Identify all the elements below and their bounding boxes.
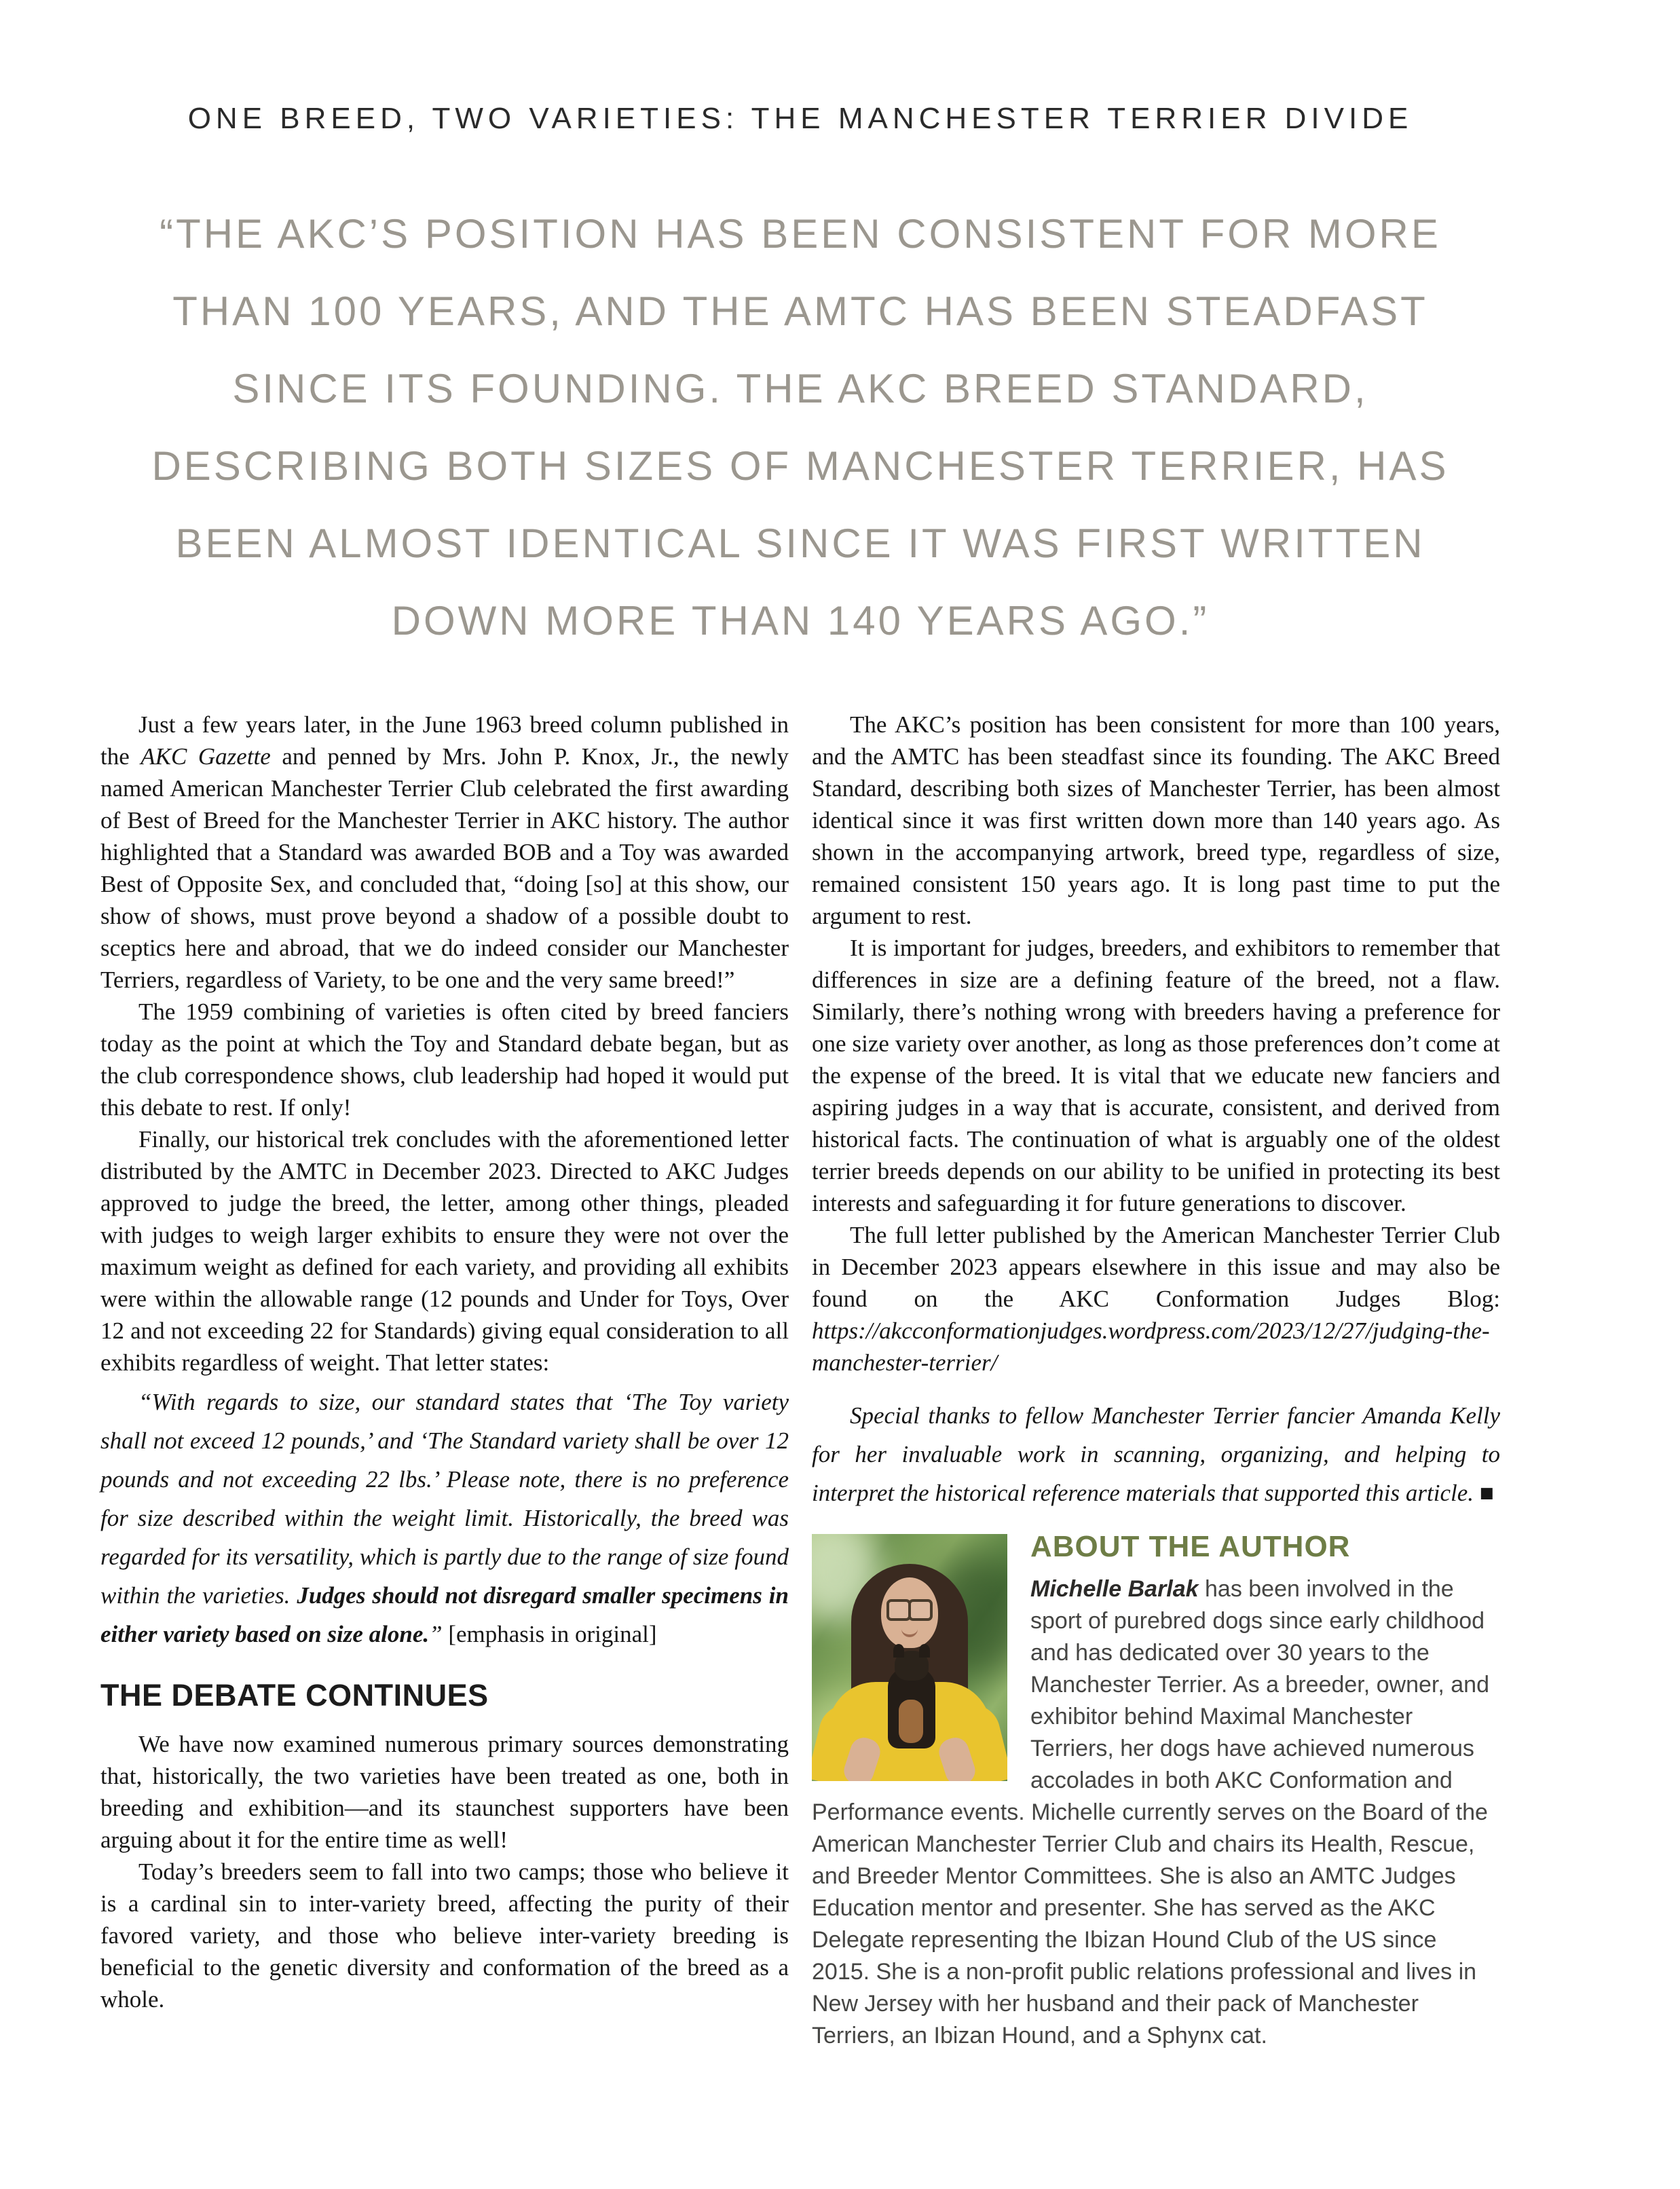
text-run: has been involved in the sport of purebred dogs since early childhood and has dedicated over 30 years to the Manchester Terrier. As a breeder, owner, and exhibitor behind Maximal Manchester Terriers, her dogs have achieved numerous accolades in both AKC Conformation and Performance events. Michelle currently serves on the Board of the American Manchester Terrier Club and chairs its Health, Rescue, and Breeder Mentor Committees. She is also an AMTC Judges Education mentor and presenter. She has served as the AKC Delegate representing the Ibizan Hound Club of the US since 2015. She is a non-profit public relations professional and lives in New Jersey with her husband and their pack of Manchester Terriers, an Ibizan Hound, and a Sphynx cat. [812, 1576, 1489, 2048]
article-columns [100, 709, 1500, 2052]
text-run: and penned by Mrs. John P. Knox, Jr., the newly named American Manchester Terrier Club celebrated the first awarding of Best of Breed for the Manchester Terrier in AKC history. The author highlighted that a Standard was awarded BOB and a Toy was awarded Best of Opposite Sex, and concluded that, “doing [so] at this show, our show of shows, must prove beyond a shadow of a possible doubt to sceptics here and abroad, that we do indeed consider our Manchester Terriers, regardless of Variety, to be one and the very same breed!” [100, 743, 789, 993]
para-letter-quote [100, 1383, 789, 1653]
left-column [100, 709, 789, 2052]
para-full-letter [812, 1219, 1500, 1379]
author-photo [812, 1534, 1007, 1781]
about-the-author-section [812, 1530, 1500, 2052]
text-run: The full letter published by the American Manchester Terrier Club in December 2023 appears elsewhere in this issue and may also be found on the AKC Conformation Judges Blog: [812, 1222, 1500, 1312]
pull-quote [100, 195, 1500, 660]
para-june-1963 [100, 709, 789, 996]
pull-quote-line: DOWN MORE THAN 140 YEARS AGO.” [391, 598, 1210, 643]
photo-shape-dog-ear-r [919, 1644, 930, 1658]
para-akc-position [812, 709, 1500, 932]
about-the-author-heading: ABOUT THE AUTHOR [1030, 1530, 1351, 1563]
text-run: ” [429, 1621, 443, 1647]
text-run: Michelle Barlak [1030, 1576, 1199, 1602]
text-run: Finally, our historical trek concludes with the aforementioned letter distributed by the AMTC in December 2023. Directed to AKC Judges approved to judge the breed, the letter, among other things, pleaded with judges to weigh larger exhibits to ensure they were not over the maximum weight as defined for each variety, and providing all exhibits were within the allowable range (12 pounds and Under for Toys, Over 12 and not exceeding 22 for Standards) giving equal consideration to all exhibits regardless of weight. That letter states: [100, 1126, 789, 1376]
pull-quote-line: THAN 100 YEARS, AND THE AMTC HAS BEEN STEADFAST [172, 288, 1428, 334]
text-run: “With regards to size, our standard states that ‘The Toy variety shall not exceed 12 pounds,’ and ‘The Standard variety shall be over 12 pounds and not exceeding 22 lbs.’ Please note, there is no preference for size described within the weight limit. Historically, the breed was regarded for its versatility, which is partly due to the range of size found within the varieties. [100, 1389, 789, 1609]
para-special-thanks [812, 1396, 1500, 1512]
text-run: Judges should not disregard smaller specimens in either variety based on size alone. [100, 1582, 789, 1647]
text-run: ■ [1474, 1480, 1494, 1506]
text-run: Just a few years later, in the June 1963 breed column published in the [100, 711, 789, 770]
text-run: AKC Gazette [141, 743, 271, 770]
photo-shape-glasses [886, 1599, 933, 1617]
text-run: https://akcconformationjudges.wordpress.com/2023/12/27/judging-the-manchester-terrier/ [812, 1317, 1490, 1376]
text-run: It is important for judges, breeders, and exhibitors to remember that differences in size are a defining feature of the breed, not a flaw. Similarly, there’s nothing wrong with breeders having a preference for one size variety over another, as long as those preferences don’t come at the expense of the breed. It is vital that we educate new fanciers and aspiring judges in a way that is accurate, consistent, and derived from historical facts. The continuation of what is arguably one of the oldest terrier breeds depends on our ability to be unified in protecting its best interests and safeguarding it for future generations to discover. [812, 935, 1500, 1216]
text-run: Today’s breeders seem to fall into two camps; those who believe it is a cardinal sin to inter-variety breed, affecting the purity of their favored variety, and those who believe inter-variety breeding is beneficial to the genetic diversity and conformation of the breed as a whole. [100, 1858, 789, 2013]
pull-quote-line: DESCRIBING BOTH SIZES OF MANCHESTER TERRIER, HAS [151, 443, 1449, 489]
text-run: Special thanks to fellow Manchester Terrier fancier Amanda Kelly for her invaluable work in scanning, organizing, and helping to interpret the historical reference materials that supported this article. [812, 1402, 1500, 1506]
pull-quote-line: SINCE ITS FOUNDING. THE AKC BREED STANDARD, [232, 366, 1368, 411]
para-historical-trek [100, 1123, 789, 1379]
right-column [812, 709, 1500, 2052]
photo-shape-dog-chest [899, 1700, 923, 1743]
text-run: The AKC’s position has been consistent for more than 100 years, and the AMTC has been steadfast since its founding. The AKC Breed Standard, describing both sizes of Manchester Terrier, has been almost identical since it was first written down more than 140 years ago. As shown in the accompanying artwork, breed type, regardless of size, remained consistent 150 years ago. It is long past time to put the argument to rest. [812, 711, 1500, 929]
page-title: ONE BREED, TWO VARIETIES: THE MANCHESTER TERRIER DIVIDE [187, 102, 1413, 135]
section-heading-debate-continues: THE DEBATE CONTINUES [100, 1678, 489, 1713]
pull-quote-line: “THE AKC’S POSITION HAS BEEN CONSISTENT FOR MORE [160, 211, 1441, 257]
text-run: [emphasis in original] [442, 1621, 657, 1647]
text-run: We have now examined numerous primary sources demonstrating that, historically, the two varieties have been treated as one, both in breeding and exhibition—and its staunchest supporters have been arguing about it for the entire time as well! [100, 1731, 789, 1853]
photo-shape-dog-ear-l [893, 1644, 904, 1658]
text-run: The 1959 combining of varieties is often cited by breed fanciers today as the point at which the Toy and Standard debate began, but as the club correspondence shows, club leadership had hoped it would put this debate to rest. If only! [100, 998, 789, 1121]
para-1959-combining [100, 996, 789, 1123]
pull-quote-line: BEEN ALMOST IDENTICAL SINCE IT WAS FIRST WRITTEN [175, 521, 1425, 566]
para-important-to-remember [812, 932, 1500, 1219]
para-primary-sources [100, 1728, 789, 1856]
para-two-camps [100, 1856, 789, 2015]
